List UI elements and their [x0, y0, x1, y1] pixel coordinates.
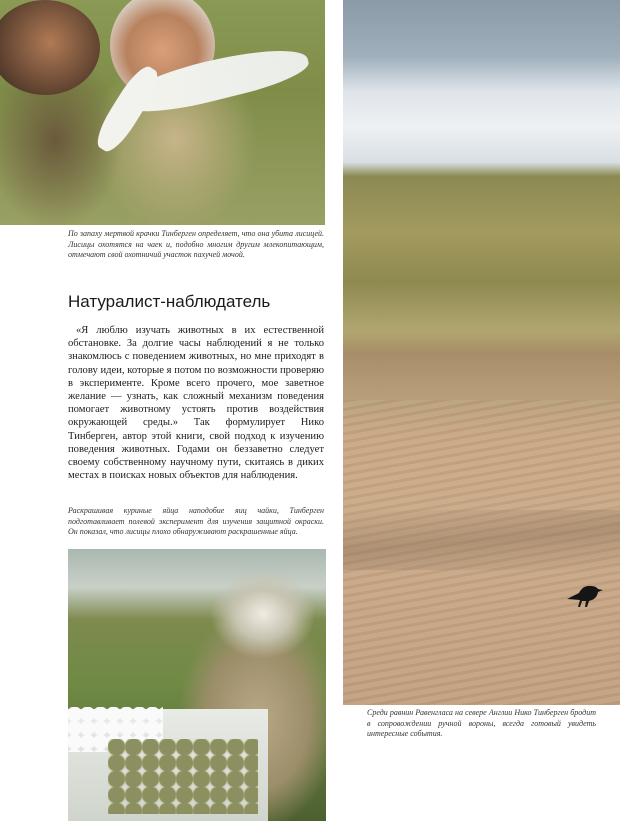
caption-tern-photo: По запаху мертвой крачки Тинберген определяет, что она убита лисицей. Лисицы охотятся на чаек и, подобно многим другим млекопитающим, отмечают свой охотничий участок пахучей мочой.	[68, 229, 324, 259]
photo-speckled-eggs	[108, 739, 258, 814]
photo-painting-eggs	[68, 549, 326, 821]
section-title: Натуралист-наблюдатель	[68, 292, 271, 311]
photo-figure-young-man	[0, 0, 100, 95]
photo-shadow	[343, 510, 620, 570]
caption-dunes-photo: Среди равнин Равенгласа на севере Англии Нико Тинберген бродит в сопровождении ручной вороны, всегда готовый увидеть интересные события.	[367, 708, 596, 738]
photo-tern-examination	[0, 0, 325, 225]
body-paragraph: «Я люблю изучать животных в их естественной обстановке. За долгие часы наблюдений я не только знакомлюсь с поведением животных, но мне приходят в голову идеи, которые я потом по возможности проверяю в эксперименте. Кроме всего прочего, мое заветное желание — узнать, как сложный механизм поведения помогает животному устоять против воздействия окружающей среды.» Так формулирует Нико Тинберген, автор этой книги, свой подход к изучению поведения животных. Годами он беззаветно следует своему собственному научному пути, скитаясь в диких местах в поисках новых объектов для наблюдения.	[68, 325, 324, 482]
caption-eggs-photo: Раскрашивая куриные яйца наподобие яиц чайки, Тинберген подготавливает полевой эксперимент для изучения защитной окраски. Он показал, что лисицы плохо обнаруживают раскрашенные яйца.	[68, 506, 324, 536]
crow-icon	[565, 577, 605, 609]
photo-ravenglass-dunes	[343, 0, 620, 705]
